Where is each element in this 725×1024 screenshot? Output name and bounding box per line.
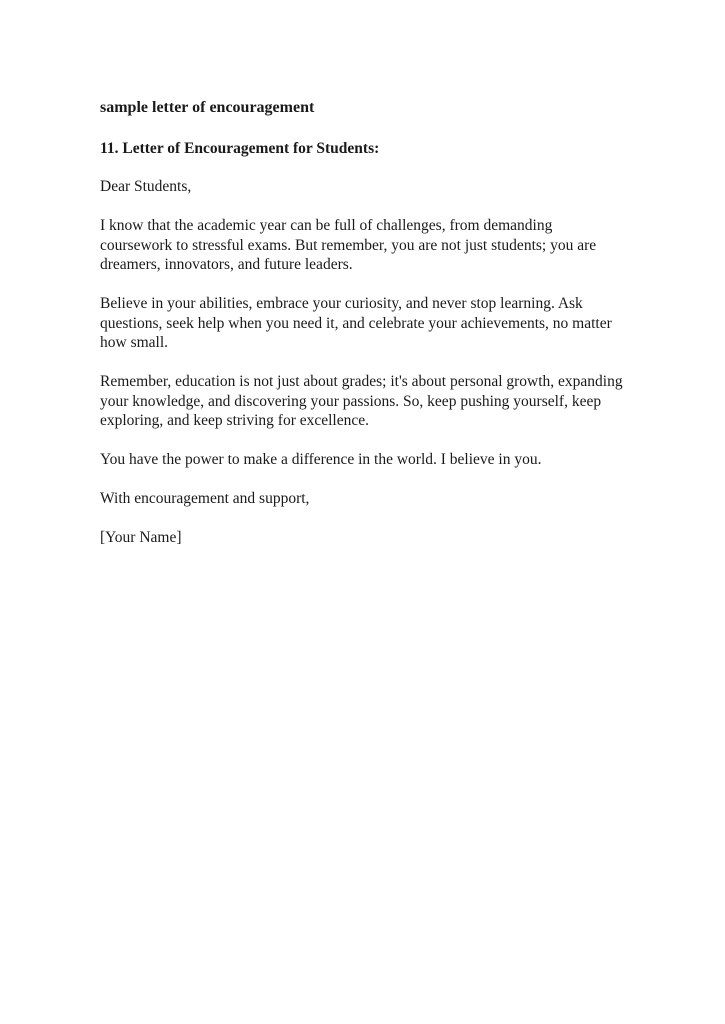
salutation: Dear Students,	[100, 178, 192, 195]
paragraph-3: Remember, education is not just about grades; it's about personal growth, expanding your knowledge, and discovering your passions. So, keep pushing yourself, keep exploring, and keep striving for excellence.	[100, 373, 623, 429]
paragraph-2: Believe in your abilities, embrace your curiosity, and never stop learning. Ask questions, seek help when you need it, and celebrate your achievements, no matter how small.	[100, 295, 612, 351]
signature-placeholder: [Your Name]	[100, 529, 182, 546]
closing-line: With encouragement and support,	[100, 490, 310, 507]
section-heading: 11. Letter of Encouragement for Students:	[100, 139, 380, 157]
letter-body	[100, 98, 628, 548]
paragraph-1: I know that the academic year can be full of challenges, from demanding coursework to stressful exams. But remember, you are not just students; you are dreamers, innovators, and future leaders.	[100, 217, 597, 273]
document-title: sample letter of encouragement	[100, 99, 315, 116]
paragraph-4: You have the power to make a difference in the world. I believe in you.	[100, 451, 542, 468]
